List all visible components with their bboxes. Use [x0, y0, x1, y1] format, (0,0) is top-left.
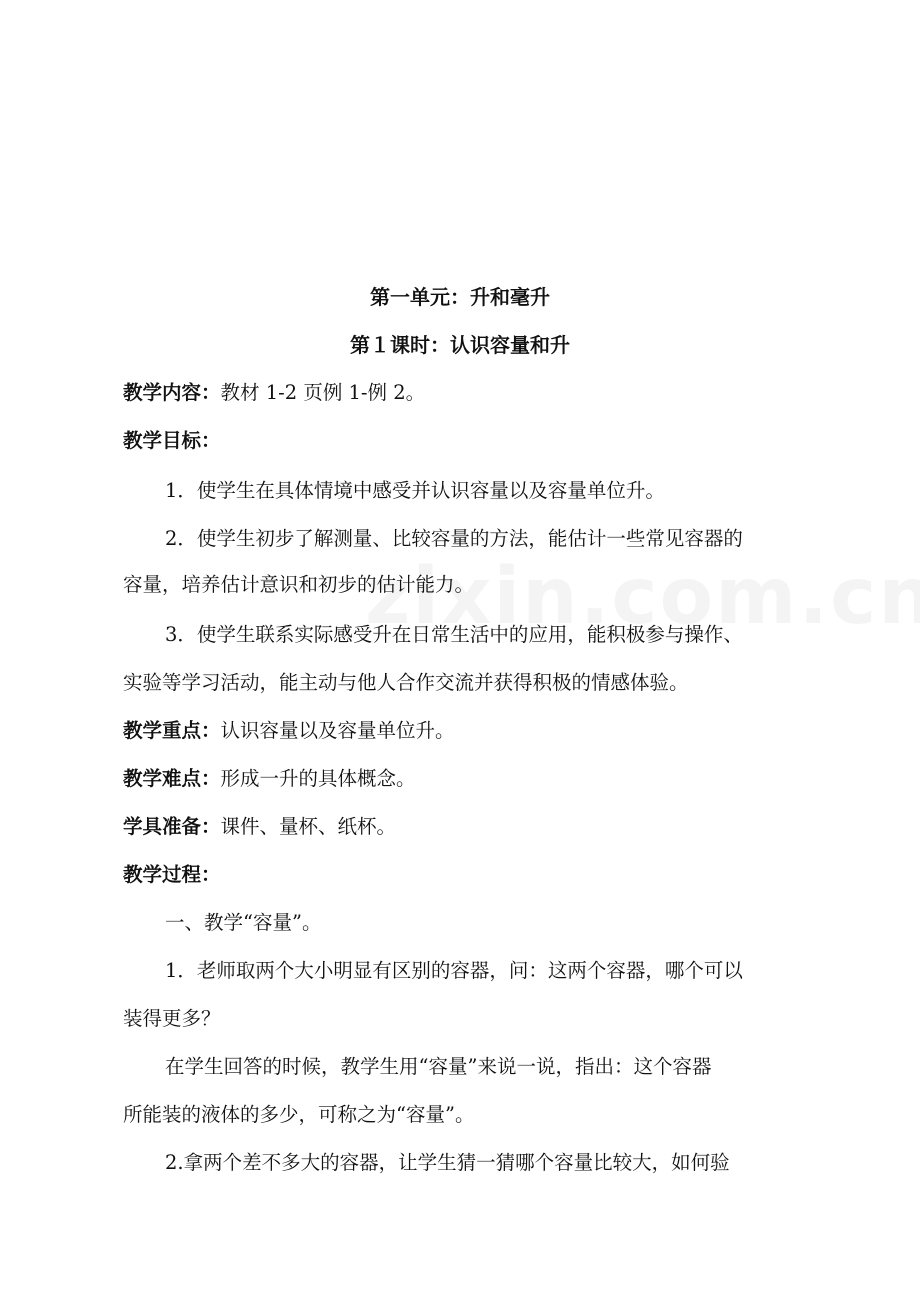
- step-heading: 一、教学“容量”。: [165, 911, 322, 934]
- goal-2-line-2: 容量，培养估计意识和初步的估计能力。: [123, 573, 475, 596]
- paragraph-1-line-1: 1．老师取两个大小明显有区别的容器，问：这两个容器，哪个可以: [165, 959, 743, 982]
- tools-label: 学具准备：: [123, 815, 221, 838]
- difficulty-line: [0, 764, 920, 794]
- tools-line: [0, 812, 920, 842]
- lesson-title: 第１课时：认识容量和升: [350, 333, 570, 357]
- content-label: 教学内容：: [123, 381, 221, 404]
- goal-3-line-1: 3．使学生联系实际感受升在日常生活中的应用，能积极参与操作、: [165, 623, 743, 646]
- process-label-text: 教学过程：: [123, 863, 221, 886]
- goals-label: [0, 426, 920, 456]
- paragraph-2-line-2: 所能装的液体的多少，可称之为“容量”。: [123, 1103, 475, 1126]
- goal-3-line-2: 实验等学习活动，能主动与他人合作交流并获得积极的情感体验。: [123, 671, 689, 694]
- paragraph-1-line-2: 装得更多？: [123, 1007, 221, 1030]
- goal-2-line-1: 2．使学生初步了解测量、比较容量的方法，能估计一些常见容器的: [165, 527, 743, 550]
- focus-line: [0, 716, 920, 746]
- paragraph-3-line-1: 2.拿两个差不多大的容器，让学生猜一猜哪个容量比较大，如何验: [165, 1151, 730, 1174]
- goal-1: 1．使学生在具体情境中感受并认识容量以及容量单位升。: [165, 479, 665, 502]
- difficulty-label: 教学难点：: [123, 767, 221, 790]
- process-label: [0, 860, 920, 890]
- paragraph-2-line-1: 在学生回答的时候，教学生用“容量”来说一说，指出：这个容器: [165, 1055, 712, 1078]
- content-text: 教材 1-2 页例 1-例 2。: [220, 381, 426, 404]
- focus-label: 教学重点：: [123, 719, 221, 742]
- focus-text: 认识容量以及容量单位升。: [220, 719, 455, 742]
- tools-text: 课件、量杯、纸杯。: [220, 815, 397, 838]
- difficulty-text: 形成一升的具体概念。: [220, 767, 416, 790]
- content-line: [0, 378, 920, 408]
- unit-title: 第一单元：升和毫升: [370, 285, 550, 309]
- goals-label-text: 教学目标：: [123, 429, 221, 452]
